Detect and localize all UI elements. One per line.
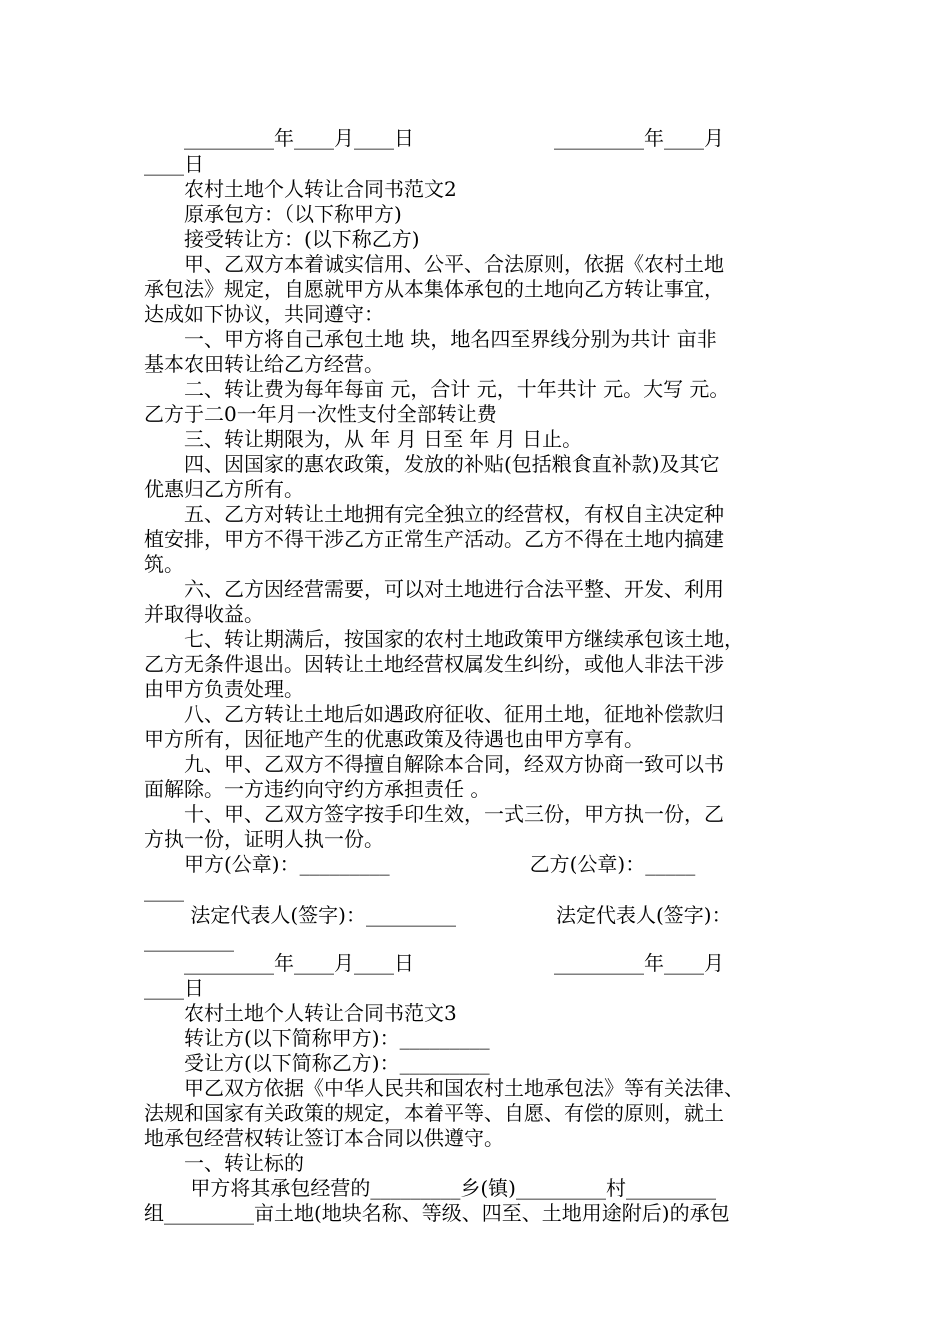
paragraph-line: 地承包经营权转让签订本合同以供遵守。 (144, 1126, 504, 1150)
clause-line: 二、转让费为每年每亩 元，合计 元，十年共计 元。大写 元。 (144, 377, 730, 401)
signature-line: 法定代表人(签字)：_________ 法定代表人(签字)： (144, 903, 732, 927)
clause-line: 方执一份，证明人执一份。 (144, 827, 384, 851)
clause-line: 乙方于二0一年月一次性支付全部转让费 (144, 402, 497, 426)
clause-line: 甲方所有，因征地产生的优惠政策及待遇也由甲方享有。 (144, 727, 644, 751)
party-a-line: 转让方(以下简称甲方)：_________ (144, 1026, 490, 1050)
clause-line: 组_________亩土地(地块名称、等级、四至、土地用途附后)的承包 (144, 1201, 730, 1225)
clause-line: 六、乙方因经营需要，可以对土地进行合法平整、开发、利用 (144, 577, 724, 601)
clause-line: 植安排，甲方不得干涉乙方正常生产活动。乙方不得在土地内搞建 (144, 527, 724, 551)
paragraph-line: 达成如下协议，共同遵守： (144, 302, 384, 326)
clause-line: 八、乙方转让土地后如遇政府征收、征用土地，征地补偿款归 (144, 702, 724, 726)
text-line: ____ (144, 878, 184, 902)
text-line: _________ (144, 928, 234, 952)
clause-line: 基本农田转让给乙方经营。 (144, 352, 384, 376)
party-b-line: 受让方(以下简称乙方)：_________ (144, 1051, 490, 1075)
text-line: ____日 (144, 976, 204, 1000)
paragraph-line: 甲乙双方依据《中华人民共和国农村土地承包法》等有关法律、 (144, 1076, 744, 1100)
clause-line: 七、转让期满后，按国家的农村土地政策甲方继续承包该土地， (144, 627, 744, 651)
clause-line: 面解除。一方违约向守约方承担责任 。 (144, 777, 491, 801)
clause-line: 三、转让期限为，从 年 月 日至 年 月 日止。 (144, 427, 583, 451)
clause-line: 十、甲、乙双方签字按手印生效，一式三份，甲方执一份，乙 (144, 802, 724, 826)
clause-line: 乙方无条件退出。因转让土地经营权属发生纠纷，或他人非法干涉 (144, 652, 724, 676)
date-line: _________年____月____日 _________年____月 (144, 126, 724, 150)
date-line: _________年____月____日 _________年____月 (144, 951, 724, 975)
party-a-line: 原承包方：（以下称甲方) (144, 202, 402, 226)
clause-line: 由甲方负责处理。 (144, 677, 304, 701)
paragraph-line: 承包法》规定，自愿就甲方从本集体承包的土地向乙方转让事宜， (144, 277, 724, 301)
section-title: 农村土地个人转让合同书范文3 (144, 1001, 457, 1025)
paragraph-line: 甲、乙双方本着诚实信用、公平、合法原则，依据《农村土地 (144, 252, 724, 276)
text-line: ____日 (144, 152, 204, 176)
clause-line: 四、因国家的惠农政策，发放的补贴(包括粮食直补款)及其它 (144, 452, 720, 476)
clause-line: 五、乙方对转让土地拥有完全独立的经营权，有权自主决定种 (144, 502, 724, 526)
clause-line: 九、甲、乙双方不得擅自解除本合同，经双方协商一致可以书 (144, 752, 724, 776)
clause-line: 甲方将其承包经营的_________乡(镇)_________村_________ (144, 1176, 716, 1200)
paragraph-line: 法规和国家有关政策的规定，本着平等、自愿、有偿的原则，就土 (144, 1101, 724, 1125)
party-b-line: 接受转让方：(以下称乙方) (144, 227, 420, 251)
seal-line: 甲方(公章)：_________ 乙方(公章)：_____ (144, 852, 696, 876)
section-title: 农村土地个人转让合同书范文2 (144, 177, 457, 201)
clause-line: 筑。 (144, 552, 184, 576)
clause-line: 一、甲方将自己承包土地 块，地名四至界线分别为共计 亩非 (144, 327, 717, 351)
clause-line: 优惠归乙方所有。 (144, 477, 304, 501)
clause-heading: 一、转让标的 (144, 1151, 304, 1175)
clause-line: 并取得收益。 (144, 602, 264, 626)
